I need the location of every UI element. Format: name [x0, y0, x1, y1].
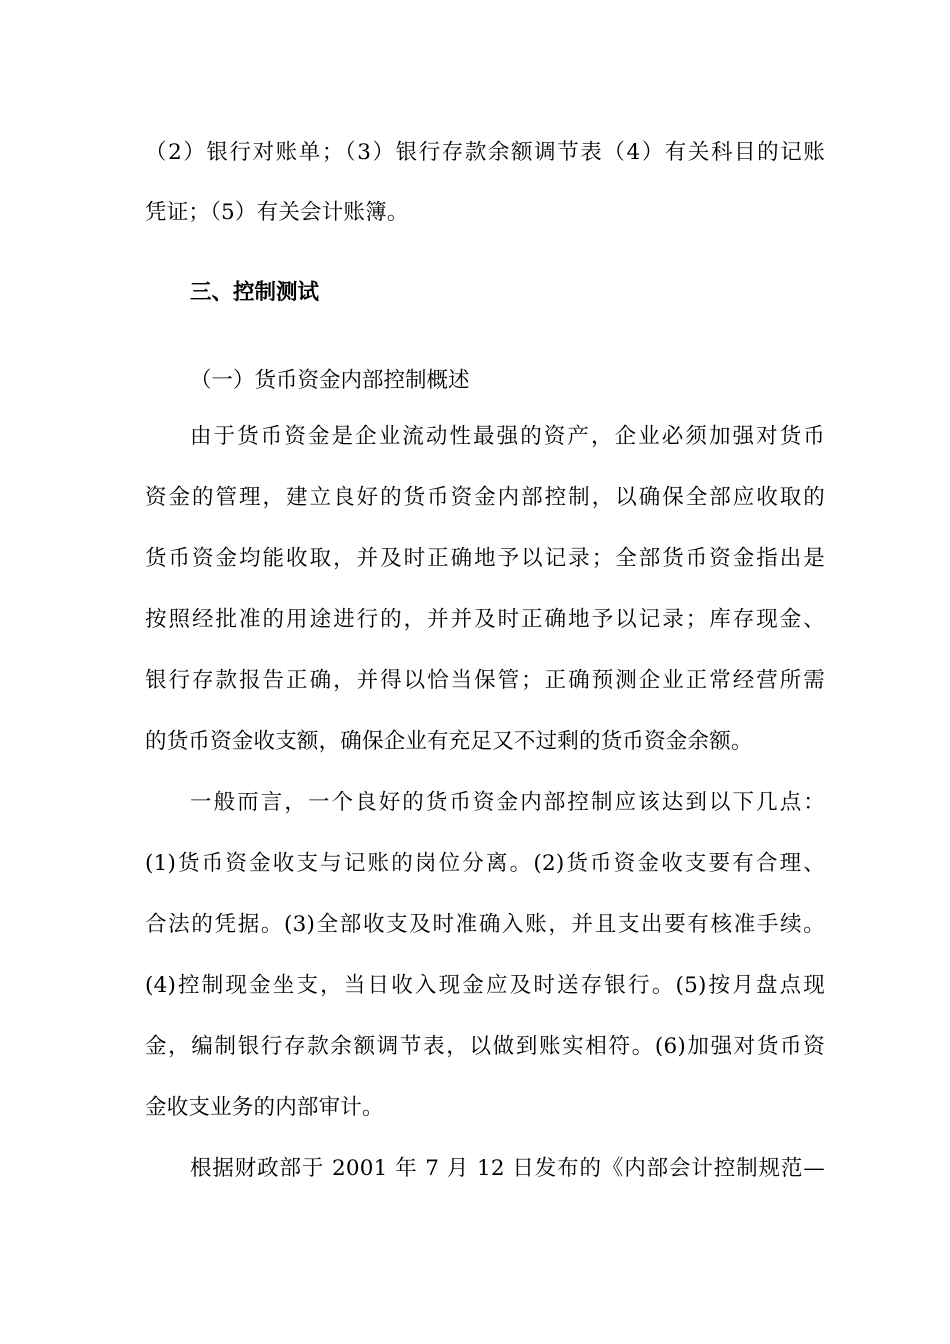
- paragraph-line: 货币资金均能收取，并及时正确地予以记录；全部货币资金指出是: [145, 546, 825, 571]
- paragraph-line: 一般而言，一个良好的货币资金内部控制应该达到以下几点：: [190, 790, 825, 815]
- subsection-heading: （一）货币资金内部控制概述: [190, 368, 470, 393]
- paragraph-line: (4)控制现金坐支，当日收入现金应及时送存银行。(5)按月盘点现: [145, 973, 825, 998]
- paragraph-line: 根据财政部于 2001 年 7 月 12 日发布的《内部会计控制规范—: [190, 1156, 825, 1181]
- paragraph-line: (1)货币资金收支与记账的岗位分离。(2)货币资金收支要有合理、: [145, 851, 825, 876]
- section-heading: 三、控制测试: [190, 280, 320, 305]
- paragraph-line: 资金的管理，建立良好的货币资金内部控制，以确保全部应收取的: [145, 485, 825, 510]
- paragraph-line: 的货币资金收支额，确保企业有充足又不过剩的货币资金余额。: [145, 729, 753, 754]
- paragraph-line: 合法的凭据。(3)全部收支及时准确入账，并且支出要有核准手续。: [145, 912, 825, 937]
- paragraph-line: 金收支业务的内部审计。: [145, 1095, 384, 1120]
- paragraph-line: 按照经批准的用途进行的，并并及时正确地予以记录；库存现金、: [145, 607, 825, 632]
- paragraph-line: 银行存款报告正确，并得以恰当保管；正确预测企业正常经营所需: [145, 668, 825, 693]
- paragraph-line: 由于货币资金是企业流动性最强的资产，企业必须加强对货币: [190, 424, 825, 449]
- text-line: （2）银行对账单；（3）银行存款余额调节表（4）有关科目的记账: [145, 140, 825, 165]
- paragraph-line: 金，编制银行存款余额调节表，以做到账实相符。(6)加强对货币资: [145, 1034, 825, 1059]
- text-line: 凭证；（5）有关会计账簿。: [145, 200, 409, 225]
